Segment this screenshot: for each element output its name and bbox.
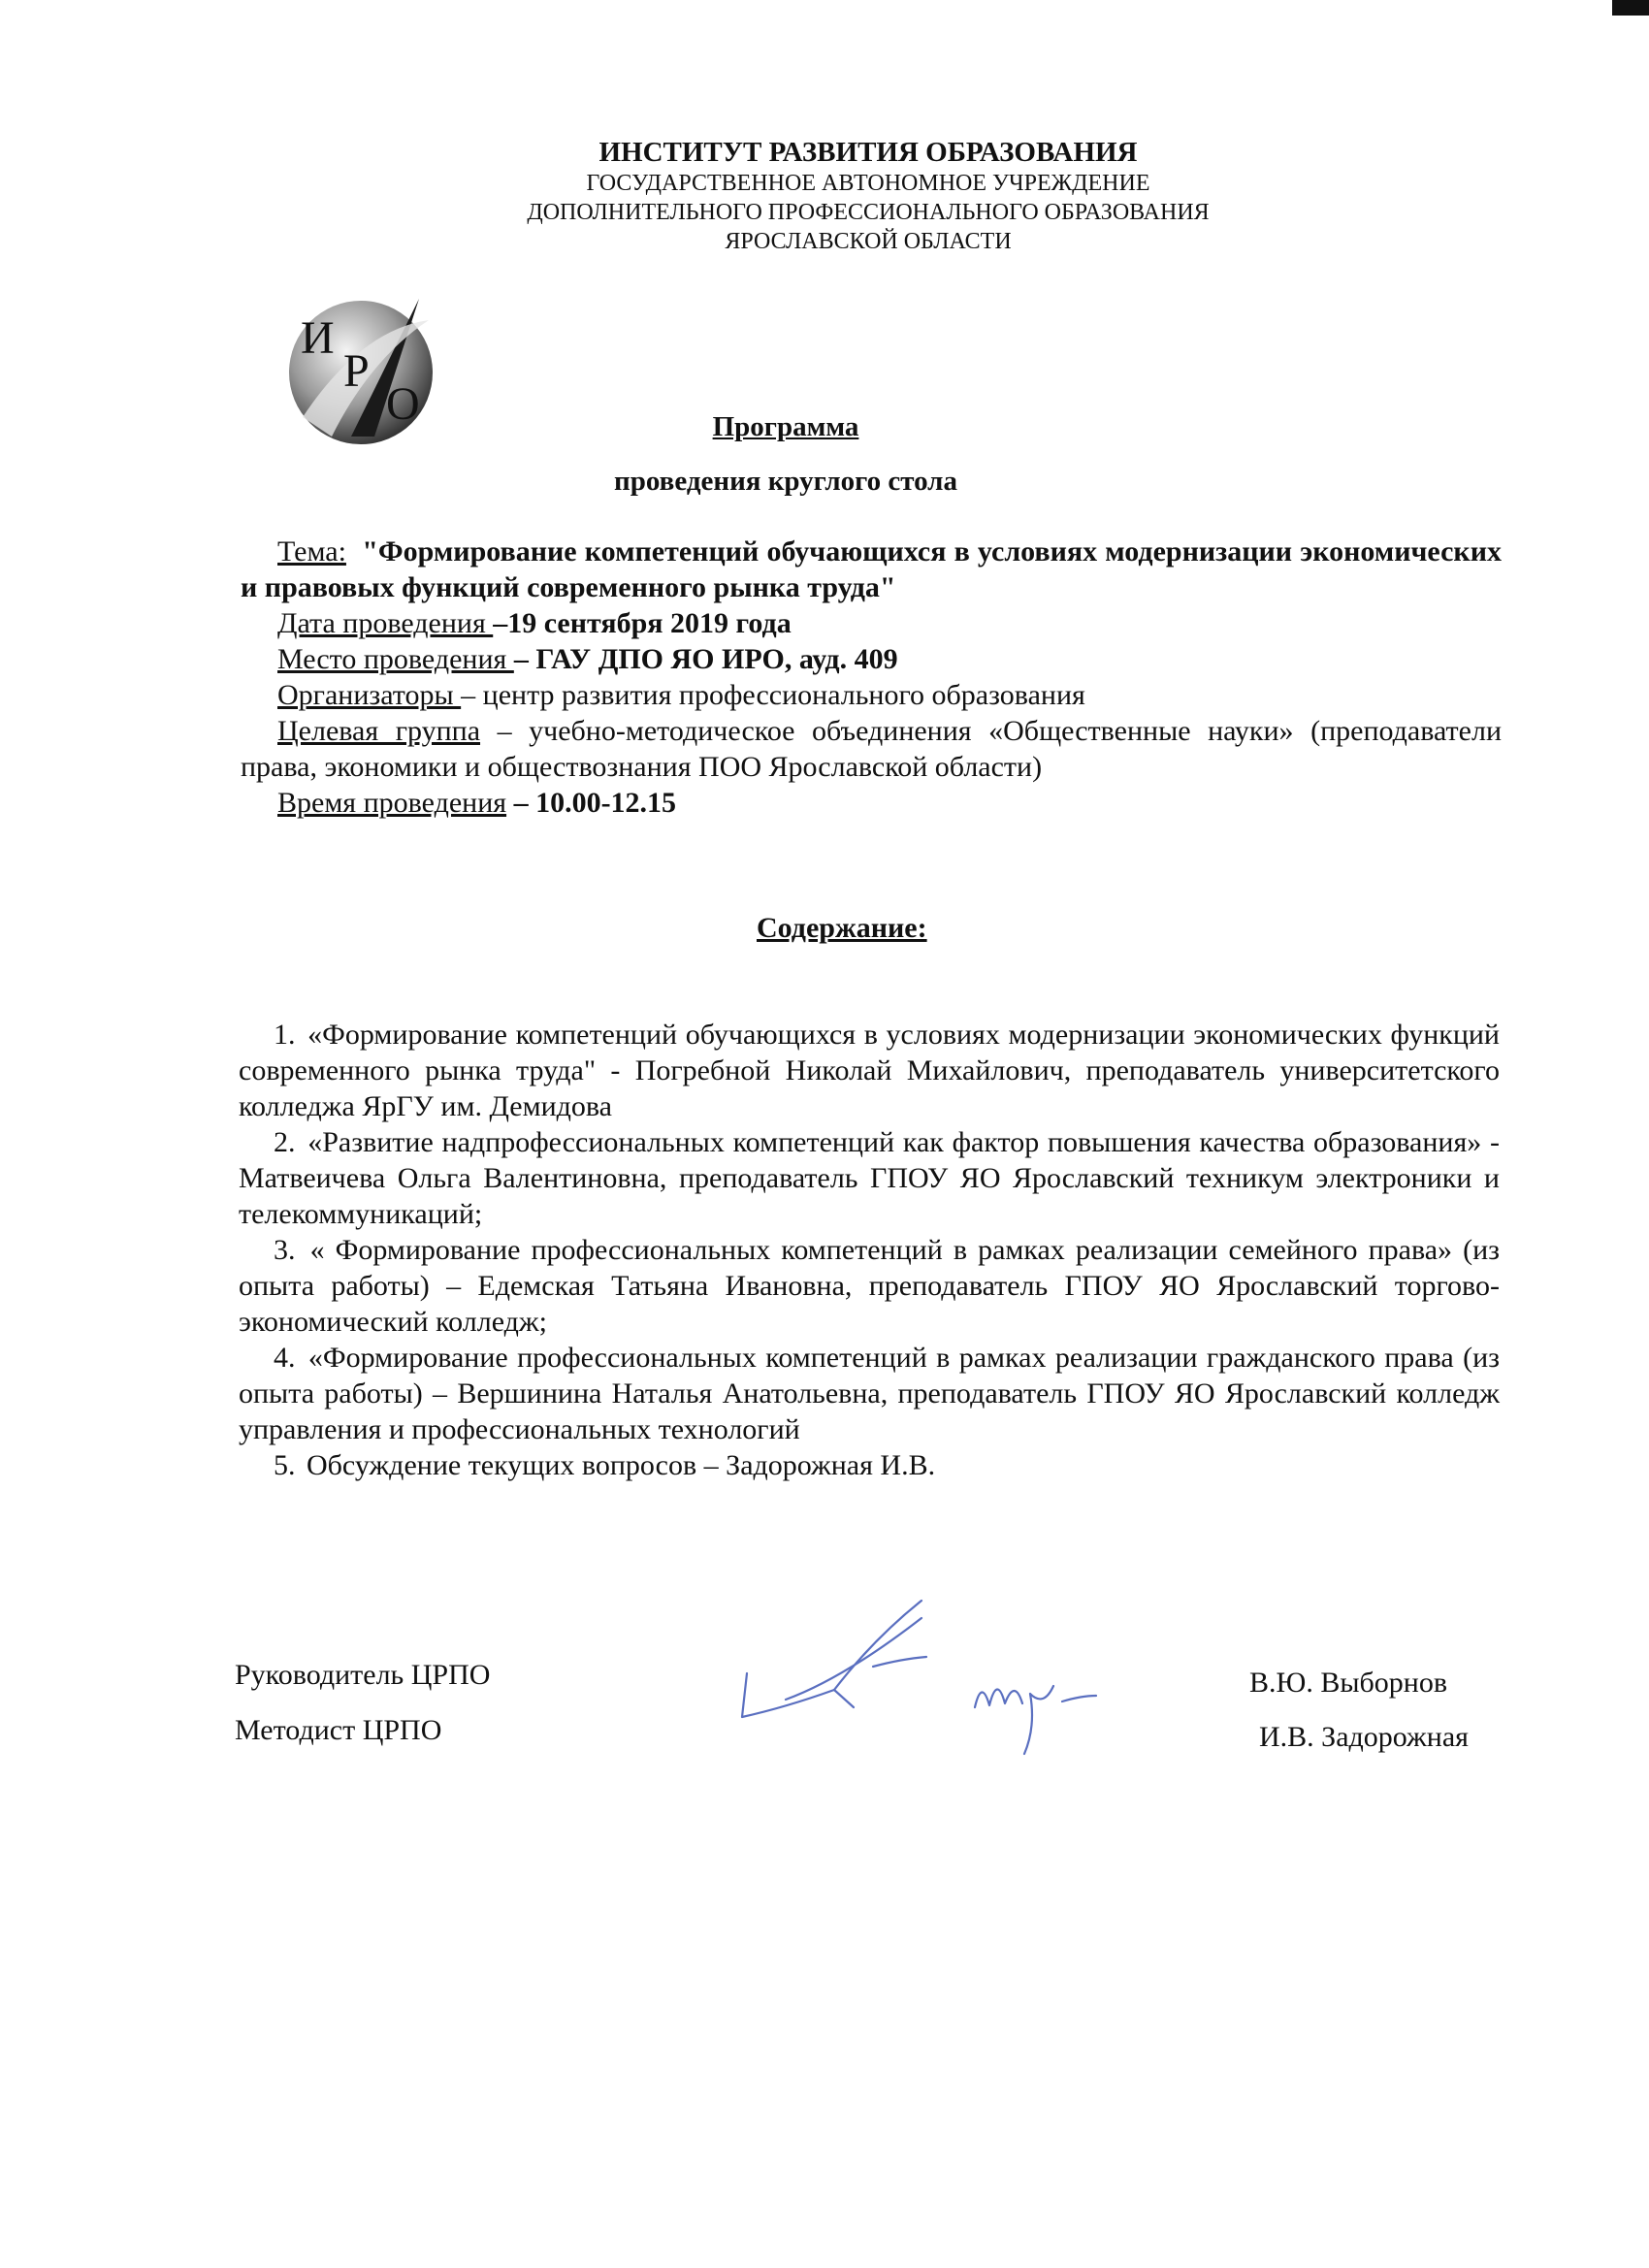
document-header xyxy=(0,136,1649,256)
agenda-item xyxy=(239,1340,1500,1447)
target-group-value: – учебно-методическое объединения «Общественные науки» (преподаватели права, экономики и обществознания ПОО Ярославской области) xyxy=(241,715,1502,783)
agenda-item-text: « Формирование профессиональных компетенций в рамках реализации семейного права» (из опыта работы) – Едемская Татьяна Ивановна, преподаватель ГПОУ ЯО Ярославский торгово-экономический колледж; xyxy=(239,1234,1500,1338)
document-subtitle: проведения круглого стола xyxy=(614,466,957,497)
agenda-list xyxy=(239,1017,1500,1483)
logo-letter-2: Р xyxy=(343,345,370,397)
agenda-item xyxy=(239,1017,1500,1124)
agenda-item-text: «Формирование компетенций обучающихся в условиях модернизации экономических функций современного рынка труда" - Погребной Николай Михайлович, преподаватель университетского колледжа ЯрГУ им. Демидова xyxy=(239,1019,1500,1122)
agenda-item-text: Обсуждение текущих вопросов – Задорожная И.В. xyxy=(299,1449,936,1481)
organizers-row xyxy=(241,677,1502,713)
handwritten-signature-icon xyxy=(728,1581,1183,1766)
agenda-item-number: 5. xyxy=(274,1449,296,1481)
topic-row xyxy=(241,534,1502,605)
agenda-item-number: 4. xyxy=(274,1342,296,1374)
header-line-2: ДОПОЛНИТЕЛЬНОГО ПРОФЕССИОНАЛЬНОГО ОБРАЗОВАНИЯ xyxy=(527,200,1210,225)
agenda-item-number: 1. xyxy=(274,1019,296,1051)
event-info xyxy=(241,534,1502,821)
signer-role-head: Руководитель ЦРПО xyxy=(235,1659,491,1691)
agenda-item-number: 2. xyxy=(274,1126,296,1158)
place-label: Место проведения xyxy=(277,643,514,675)
logo-letter-3: О xyxy=(386,378,420,430)
scan-edge-mark xyxy=(1612,0,1649,16)
time-value: – 10.00-12.15 xyxy=(506,787,677,819)
signer-name-head: В.Ю. Выборнов xyxy=(1249,1667,1447,1699)
document-title: Программа xyxy=(712,411,859,442)
time-row xyxy=(241,785,1502,821)
agenda-item-number: 3. xyxy=(274,1234,296,1266)
time-label: Время проведения xyxy=(277,787,507,819)
date-label: Дата проведения xyxy=(277,607,494,639)
topic-label: Тема: xyxy=(277,535,346,567)
agenda-item xyxy=(239,1124,1500,1232)
topic-value: "Формирование компетенций обучающихся в условиях модернизации экономических и правовых функций современного рынка труда" xyxy=(241,535,1502,603)
organizers-value: – центр развития профессионального образования xyxy=(461,679,1085,711)
agenda-item-text: «Развитие надпрофессиональных компетенций как фактор повышения качества образования» - Матвеичева Ольга Валентиновна, преподаватель ГПОУ ЯО Ярославский техникум электроники и телекоммуникаций; xyxy=(239,1126,1500,1230)
organizers-label: Организаторы xyxy=(277,679,462,711)
logo-letter-1: И xyxy=(301,312,335,364)
agenda-item xyxy=(239,1232,1500,1340)
contents-title: Содержание: xyxy=(757,912,927,944)
target-group-row xyxy=(241,713,1502,785)
header-line-1: ГОСУДАРСТВЕННОЕ АВТОНОМНОЕ УЧРЕЖДЕНИЕ xyxy=(586,171,1150,196)
header-line-3: ЯРОСЛАВСКОЙ ОБЛАСТИ xyxy=(725,229,1012,254)
target-group-label: Целевая группа xyxy=(277,715,481,747)
date-row xyxy=(241,605,1502,641)
place-row xyxy=(241,641,1502,677)
signer-role-methodist: Методист ЦРПО xyxy=(235,1714,442,1746)
date-value: –19 сентября 2019 года xyxy=(493,607,792,639)
signer-name-methodist: И.В. Задорожная xyxy=(1259,1721,1469,1753)
agenda-item xyxy=(239,1447,1500,1483)
place-value: – ГАУ ДПО ЯО ИРО, ауд. 409 xyxy=(513,643,898,675)
agenda-item-text: «Формирование профессиональных компетенций в рамках реализации гражданского права (из опыта работы) – Вершинина Наталья Анатольевна, преподаватель ГПОУ ЯО Ярославский колледж управления и профессиональных технологий xyxy=(239,1342,1500,1445)
institute-name: ИНСТИТУТ РАЗВИТИЯ ОБРАЗОВАНИЯ xyxy=(598,137,1138,168)
